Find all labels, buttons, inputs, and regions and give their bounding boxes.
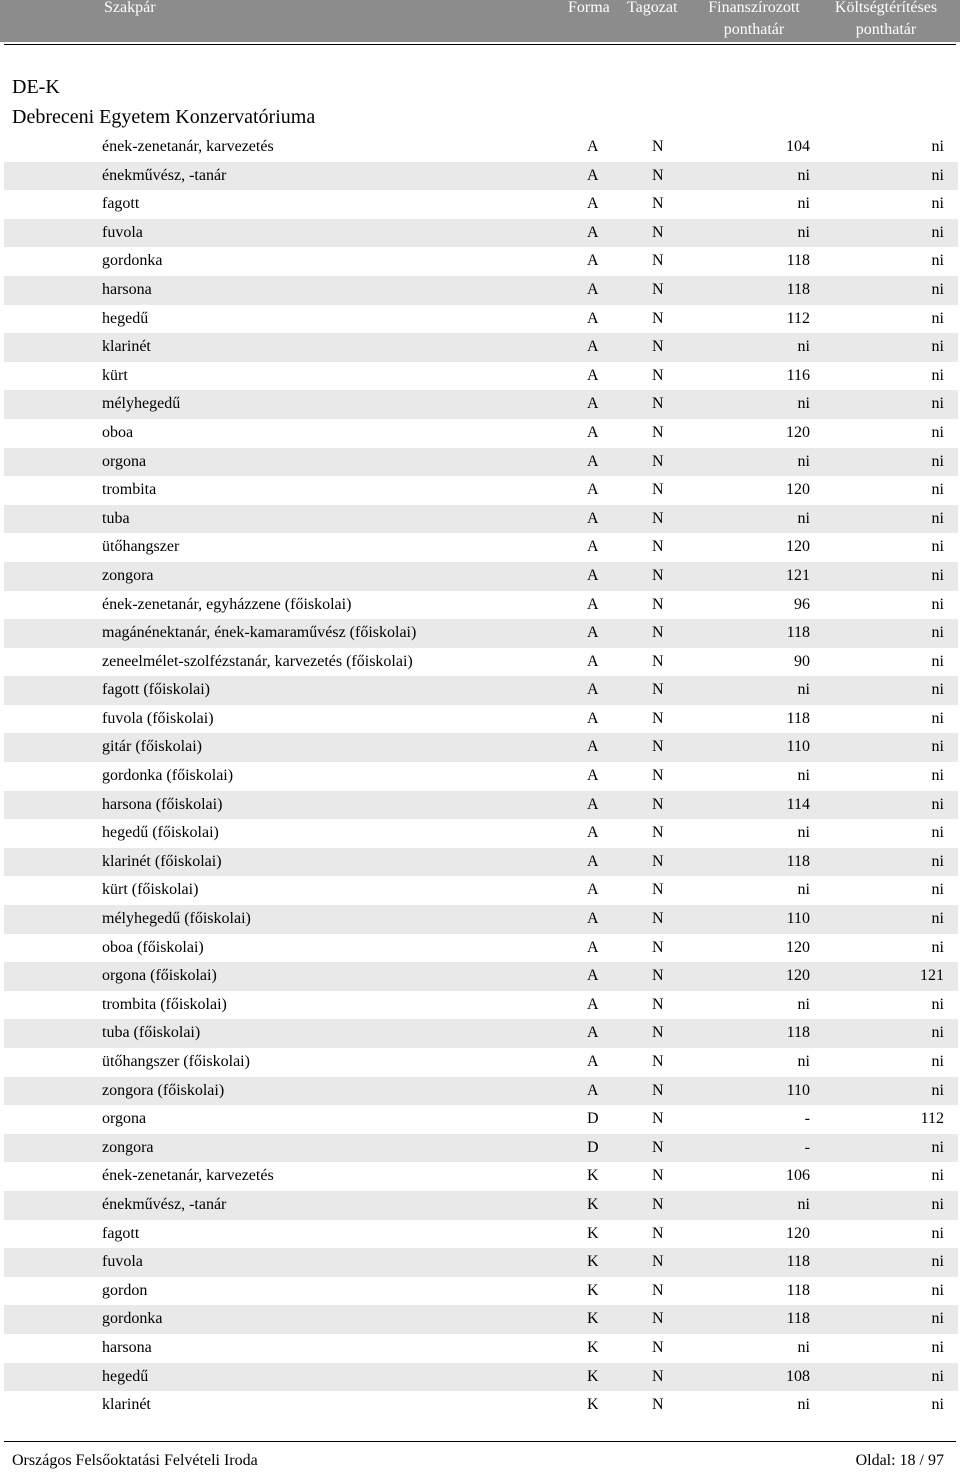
program-name: tuba	[102, 509, 130, 527]
program-name: orgona (főiskolai)	[102, 967, 217, 985]
table-row	[4, 1277, 958, 1306]
forma-cell: A	[587, 709, 599, 727]
table-row	[4, 276, 958, 305]
finanszirozott-cell: 96	[794, 595, 810, 613]
tagozat-cell: N	[652, 595, 664, 613]
program-name: magánénektanár, ének-kamaraművész (főiskolai)	[102, 624, 417, 642]
tagozat-cell: N	[652, 795, 664, 813]
finanszirozott-cell: ni	[797, 1396, 810, 1414]
finanszirozott-cell: ni	[797, 767, 810, 785]
forma-cell: A	[587, 138, 599, 155]
forma-cell: A	[587, 995, 599, 1013]
program-name: harsona	[102, 280, 152, 298]
finanszirozott-cell: 90	[794, 652, 810, 670]
koltsegteriteses-cell: ni	[931, 1053, 944, 1070]
program-name: hegedű	[102, 1367, 149, 1385]
finanszirozott-cell: 110	[786, 910, 810, 928]
finanszirozott-cell: 120	[786, 967, 810, 985]
program-name: harsona (főiskolai)	[102, 795, 223, 813]
finanszirozott-cell: 118	[786, 709, 810, 727]
finanszirozott-cell: ni	[797, 166, 810, 184]
forma-cell: A	[587, 652, 599, 670]
program-name: zongora	[102, 1138, 154, 1156]
table-row	[4, 1019, 958, 1048]
finanszirozott-cell: ni	[797, 452, 810, 470]
table-row	[4, 1391, 958, 1420]
program-name: trombita	[102, 481, 157, 499]
finanszirozott-cell: 118	[786, 280, 810, 298]
table-row	[4, 448, 958, 477]
forma-cell: A	[587, 252, 599, 270]
finanszirozott-cell: ni	[797, 995, 810, 1013]
table-row	[4, 190, 958, 219]
koltsegteriteses-cell: ni	[931, 1396, 944, 1414]
forma-cell: A	[587, 481, 599, 499]
tagozat-cell: N	[652, 566, 664, 584]
koltsegteriteses-cell: ni	[931, 938, 944, 956]
table-row	[4, 1134, 958, 1163]
finanszirozott-cell: 118	[786, 1253, 810, 1271]
tagozat-cell: N	[652, 1053, 664, 1070]
table-row	[4, 934, 958, 963]
program-name: mélyhegedű	[102, 395, 181, 413]
koltsegteriteses-cell: ni	[931, 1138, 944, 1156]
table-row	[4, 247, 958, 276]
program-name: zongora (főiskolai)	[102, 1081, 225, 1099]
forma-cell: K	[587, 1167, 599, 1185]
forma-cell: A	[587, 852, 599, 870]
forma-cell: A	[587, 824, 599, 842]
koltsegteriteses-cell: ni	[931, 366, 944, 384]
table-row	[4, 219, 958, 248]
table-row	[4, 362, 958, 391]
koltsegteriteses-cell: ni	[931, 423, 944, 441]
tagozat-cell: N	[652, 652, 664, 670]
program-name: zeneelmélet-szolfézstanár, karvezetés (főiskolai)	[102, 652, 413, 670]
koltsegteriteses-cell: ni	[931, 1367, 944, 1385]
finanszirozott-cell: ni	[797, 223, 810, 241]
tagozat-cell: N	[652, 309, 664, 327]
forma-cell: K	[587, 1396, 599, 1414]
table-row	[4, 333, 958, 362]
koltsegteriteses-cell: ni	[931, 738, 944, 756]
tagozat-cell: N	[652, 1224, 664, 1242]
finanszirozott-cell: 116	[786, 366, 810, 384]
tagozat-cell: N	[652, 280, 664, 298]
table-row	[4, 676, 958, 705]
tagozat-cell: N	[652, 767, 664, 785]
table-row	[4, 591, 958, 620]
forma-cell: K	[587, 1338, 599, 1356]
forma-cell: A	[587, 910, 599, 928]
table-row	[4, 533, 958, 562]
koltsegteriteses-cell: ni	[931, 166, 944, 184]
finanszirozott-cell: -	[804, 1110, 810, 1128]
koltsegteriteses-cell: ni	[931, 509, 944, 527]
tagozat-cell: N	[652, 624, 664, 642]
table-row	[4, 1363, 958, 1392]
table-row	[4, 991, 958, 1020]
forma-cell: A	[587, 223, 599, 241]
finanszirozott-cell: 118	[786, 1281, 810, 1299]
footer-organization: Országos Felsőoktatási Felvételi Iroda	[12, 1452, 258, 1469]
forma-cell: A	[587, 509, 599, 527]
forma-cell: A	[587, 366, 599, 384]
table-row	[4, 819, 958, 848]
koltsegteriteses-cell: ni	[931, 481, 944, 499]
program-name: klarinét (főiskolai)	[102, 852, 222, 870]
finanszirozott-cell: 121	[786, 566, 810, 584]
koltsegteriteses-cell: ni	[931, 1224, 944, 1242]
forma-cell: A	[587, 795, 599, 813]
header-finanszirozott-ponthatar	[704, 0, 804, 41]
program-name: ének-zenetanár, karvezetés	[102, 1167, 274, 1185]
program-name: gordon	[102, 1281, 148, 1299]
tagozat-cell: N	[652, 452, 664, 470]
koltsegteriteses-cell: ni	[931, 252, 944, 270]
koltsegteriteses-cell: ni	[931, 709, 944, 727]
tagozat-cell: N	[652, 1138, 664, 1156]
tagozat-cell: N	[652, 1195, 664, 1213]
finanszirozott-cell: -	[804, 1138, 810, 1156]
finanszirozott-cell: 120	[786, 481, 810, 499]
tagozat-cell: N	[652, 1110, 664, 1128]
forma-cell: K	[587, 1253, 599, 1271]
forma-cell: A	[587, 767, 599, 785]
table-row	[4, 962, 958, 991]
finanszirozott-cell: ni	[797, 1195, 810, 1213]
table-row	[4, 733, 958, 762]
finanszirozott-cell: 118	[786, 624, 810, 642]
program-name: hegedű	[102, 309, 149, 327]
table-row	[4, 848, 958, 877]
forma-cell: A	[587, 338, 599, 356]
table-row	[4, 162, 958, 191]
koltsegteriteses-cell: 121	[920, 967, 944, 985]
tagozat-cell: N	[652, 852, 664, 870]
program-name: orgona	[102, 1110, 147, 1128]
finanszirozott-cell: 120	[786, 1224, 810, 1242]
tagozat-cell: N	[652, 1024, 664, 1042]
tagozat-cell: N	[652, 1167, 664, 1185]
forma-cell: K	[587, 1195, 599, 1213]
table-row	[4, 305, 958, 334]
koltsegteriteses-cell: ni	[931, 1195, 944, 1213]
institution-code: DE-K	[12, 76, 60, 98]
tagozat-cell: N	[652, 938, 664, 956]
koltsegteriteses-cell: ni	[931, 338, 944, 356]
tagozat-cell: N	[652, 824, 664, 842]
table-row	[4, 476, 958, 505]
koltsegteriteses-cell: ni	[931, 452, 944, 470]
koltsegteriteses-cell: ni	[931, 1081, 944, 1099]
program-name: klarinét	[102, 338, 151, 356]
tagozat-cell: N	[652, 1253, 664, 1271]
forma-cell: K	[587, 1367, 599, 1385]
header-kolt-line2: ponthatár	[855, 21, 917, 38]
program-name: ének-zenetanár, egyházzene (főiskolai)	[102, 595, 352, 613]
program-name: gordonka	[102, 252, 163, 270]
finanszirozott-cell: ni	[797, 1053, 810, 1070]
tagozat-cell: N	[652, 1310, 664, 1328]
table-row	[4, 133, 958, 162]
tagozat-cell: N	[652, 338, 664, 356]
finanszirozott-cell: ni	[797, 195, 810, 213]
tagozat-cell: N	[652, 1081, 664, 1099]
finanszirozott-cell: ni	[797, 395, 810, 413]
header-fin-line2: ponthatár	[723, 21, 785, 38]
finanszirozott-cell: ni	[797, 881, 810, 899]
program-name: fagott (főiskolai)	[102, 681, 210, 699]
koltsegteriteses-cell: ni	[931, 195, 944, 213]
finanszirozott-cell: 120	[786, 538, 810, 556]
tagozat-cell: N	[652, 252, 664, 270]
forma-cell: A	[587, 1053, 599, 1070]
tagozat-cell: N	[652, 1367, 664, 1385]
finanszirozott-cell: 108	[786, 1367, 810, 1385]
tagozat-cell: N	[652, 881, 664, 899]
koltsegteriteses-cell: ni	[931, 1310, 944, 1328]
forma-cell: A	[587, 1024, 599, 1042]
koltsegteriteses-cell: ni	[931, 1024, 944, 1042]
program-name: tuba (főiskolai)	[102, 1024, 201, 1042]
finanszirozott-cell: 118	[786, 1024, 810, 1042]
forma-cell: A	[587, 280, 599, 298]
program-name: zongora	[102, 566, 154, 584]
finanszirozott-cell: 120	[786, 938, 810, 956]
table-row	[4, 1162, 958, 1191]
koltsegteriteses-cell: ni	[931, 280, 944, 298]
program-name: oboa	[102, 423, 134, 441]
koltsegteriteses-cell: ni	[931, 223, 944, 241]
koltsegteriteses-cell: 112	[920, 1110, 944, 1128]
finanszirozott-cell: 118	[786, 1310, 810, 1328]
program-name: kürt	[102, 366, 128, 384]
finanszirozott-cell: ni	[797, 824, 810, 842]
header-kolt-line1: Költségtérítéses	[834, 0, 938, 16]
forma-cell: A	[587, 1081, 599, 1099]
footer-page-number: Oldal: 18 / 97	[855, 1452, 944, 1469]
forma-cell: A	[587, 967, 599, 985]
tagozat-cell: N	[652, 366, 664, 384]
program-name: oboa (főiskolai)	[102, 938, 204, 956]
forma-cell: A	[587, 166, 599, 184]
program-name: fagott	[102, 195, 140, 213]
table-row	[4, 562, 958, 591]
finanszirozott-cell: ni	[797, 509, 810, 527]
table-row	[4, 1220, 958, 1249]
header-szakpar: Szakpár	[104, 0, 156, 16]
program-name: fagott	[102, 1224, 140, 1242]
program-name: hegedű (főiskolai)	[102, 824, 219, 842]
forma-cell: A	[587, 195, 599, 213]
forma-cell: A	[587, 452, 599, 470]
table-row	[4, 791, 958, 820]
koltsegteriteses-cell: ni	[931, 795, 944, 813]
forma-cell: A	[587, 423, 599, 441]
forma-cell: K	[587, 1281, 599, 1299]
table-row	[4, 1248, 958, 1277]
tagozat-cell: N	[652, 967, 664, 985]
program-name: harsona	[102, 1338, 152, 1356]
forma-cell: A	[587, 538, 599, 556]
table-row	[4, 648, 958, 677]
forma-cell: A	[587, 938, 599, 956]
program-name: kürt (főiskolai)	[102, 881, 199, 899]
koltsegteriteses-cell: ni	[931, 138, 944, 155]
program-name: énekművész, -tanár	[102, 1195, 227, 1213]
tagozat-cell: N	[652, 509, 664, 527]
program-name: énekművész, -tanár	[102, 166, 227, 184]
forma-cell: A	[587, 738, 599, 756]
institution-name: Debreceni Egyetem Konzervatóriuma	[12, 106, 316, 128]
program-name: fuvola	[102, 1253, 143, 1271]
program-name: trombita (főiskolai)	[102, 995, 227, 1013]
koltsegteriteses-cell: ni	[931, 395, 944, 413]
koltsegteriteses-cell: ni	[931, 1281, 944, 1299]
finanszirozott-cell: 120	[786, 423, 810, 441]
koltsegteriteses-cell: ni	[931, 852, 944, 870]
koltsegteriteses-cell: ni	[931, 538, 944, 556]
tagozat-cell: N	[652, 138, 664, 155]
tagozat-cell: N	[652, 223, 664, 241]
finanszirozott-cell: 118	[786, 852, 810, 870]
program-name: fuvola	[102, 223, 143, 241]
program-name: mélyhegedű (főiskolai)	[102, 910, 251, 928]
koltsegteriteses-cell: ni	[931, 652, 944, 670]
tagozat-cell: N	[652, 166, 664, 184]
tagozat-cell: N	[652, 738, 664, 756]
program-table	[4, 133, 958, 1420]
forma-cell: A	[587, 595, 599, 613]
forma-cell: D	[587, 1138, 599, 1156]
koltsegteriteses-cell: ni	[931, 910, 944, 928]
finanszirozott-cell: 112	[786, 309, 810, 327]
footer-divider	[4, 1441, 956, 1442]
tagozat-cell: N	[652, 195, 664, 213]
tagozat-cell: N	[652, 1281, 664, 1299]
table-row	[4, 419, 958, 448]
finanszirozott-cell: ni	[797, 338, 810, 356]
finanszirozott-cell: 106	[786, 1167, 810, 1185]
forma-cell: A	[587, 566, 599, 584]
finanszirozott-cell: 110	[786, 1081, 810, 1099]
tagozat-cell: N	[652, 1396, 664, 1414]
table-row	[4, 619, 958, 648]
table-row	[4, 762, 958, 791]
tagozat-cell: N	[652, 1338, 664, 1356]
table-row	[4, 1105, 958, 1134]
koltsegteriteses-cell: ni	[931, 624, 944, 642]
table-row	[4, 1077, 958, 1106]
koltsegteriteses-cell: ni	[931, 1253, 944, 1271]
forma-cell: A	[587, 309, 599, 327]
program-name: gordonka (főiskolai)	[102, 767, 234, 785]
table-row	[4, 1191, 958, 1220]
program-name: fuvola (főiskolai)	[102, 709, 214, 727]
table-row	[4, 905, 958, 934]
finanszirozott-cell: ni	[797, 1338, 810, 1356]
koltsegteriteses-cell: ni	[931, 1167, 944, 1185]
table-row	[4, 1305, 958, 1334]
tagozat-cell: N	[652, 538, 664, 556]
tagozat-cell: N	[652, 481, 664, 499]
tagozat-cell: N	[652, 395, 664, 413]
header-divider	[4, 44, 956, 45]
forma-cell: A	[587, 681, 599, 699]
forma-cell: D	[587, 1110, 599, 1128]
tagozat-cell: N	[652, 709, 664, 727]
program-name: klarinét	[102, 1396, 151, 1414]
koltsegteriteses-cell: ni	[931, 595, 944, 613]
koltsegteriteses-cell: ni	[931, 681, 944, 699]
table-row	[4, 505, 958, 534]
tagozat-cell: N	[652, 423, 664, 441]
finanszirozott-cell: ni	[797, 681, 810, 699]
table-row	[4, 1334, 958, 1363]
table-row	[4, 1048, 958, 1077]
forma-cell: A	[587, 881, 599, 899]
forma-cell: A	[587, 395, 599, 413]
koltsegteriteses-cell: ni	[931, 1338, 944, 1356]
koltsegteriteses-cell: ni	[931, 995, 944, 1013]
tagozat-cell: N	[652, 995, 664, 1013]
finanszirozott-cell: 110	[786, 738, 810, 756]
table-row	[4, 390, 958, 419]
finanszirozott-cell: 118	[786, 252, 810, 270]
header-tagozat: Tagozat	[627, 0, 678, 16]
forma-cell: A	[587, 624, 599, 642]
koltsegteriteses-cell: ni	[931, 881, 944, 899]
program-name: gordonka	[102, 1310, 163, 1328]
program-name: ütőhangszer	[102, 538, 180, 556]
program-name: ének-zenetanár, karvezetés	[102, 138, 274, 155]
table-header	[0, 0, 960, 42]
table-row	[4, 876, 958, 905]
koltsegteriteses-cell: ni	[931, 767, 944, 785]
program-name: ütőhangszer (főiskolai)	[102, 1053, 250, 1070]
header-forma: Forma	[568, 0, 610, 16]
header-koltsegteriteses-ponthatar	[830, 0, 942, 41]
forma-cell: K	[587, 1310, 599, 1328]
tagozat-cell: N	[652, 681, 664, 699]
koltsegteriteses-cell: ni	[931, 309, 944, 327]
finanszirozott-cell: 114	[786, 795, 810, 813]
koltsegteriteses-cell: ni	[931, 824, 944, 842]
program-name: gitár (főiskolai)	[102, 738, 202, 756]
header-fin-line1: Finanszírozott	[708, 0, 800, 16]
forma-cell: K	[587, 1224, 599, 1242]
finanszirozott-cell: 104	[786, 138, 810, 155]
tagozat-cell: N	[652, 910, 664, 928]
table-row	[4, 705, 958, 734]
koltsegteriteses-cell: ni	[931, 566, 944, 584]
program-name: orgona	[102, 452, 147, 470]
